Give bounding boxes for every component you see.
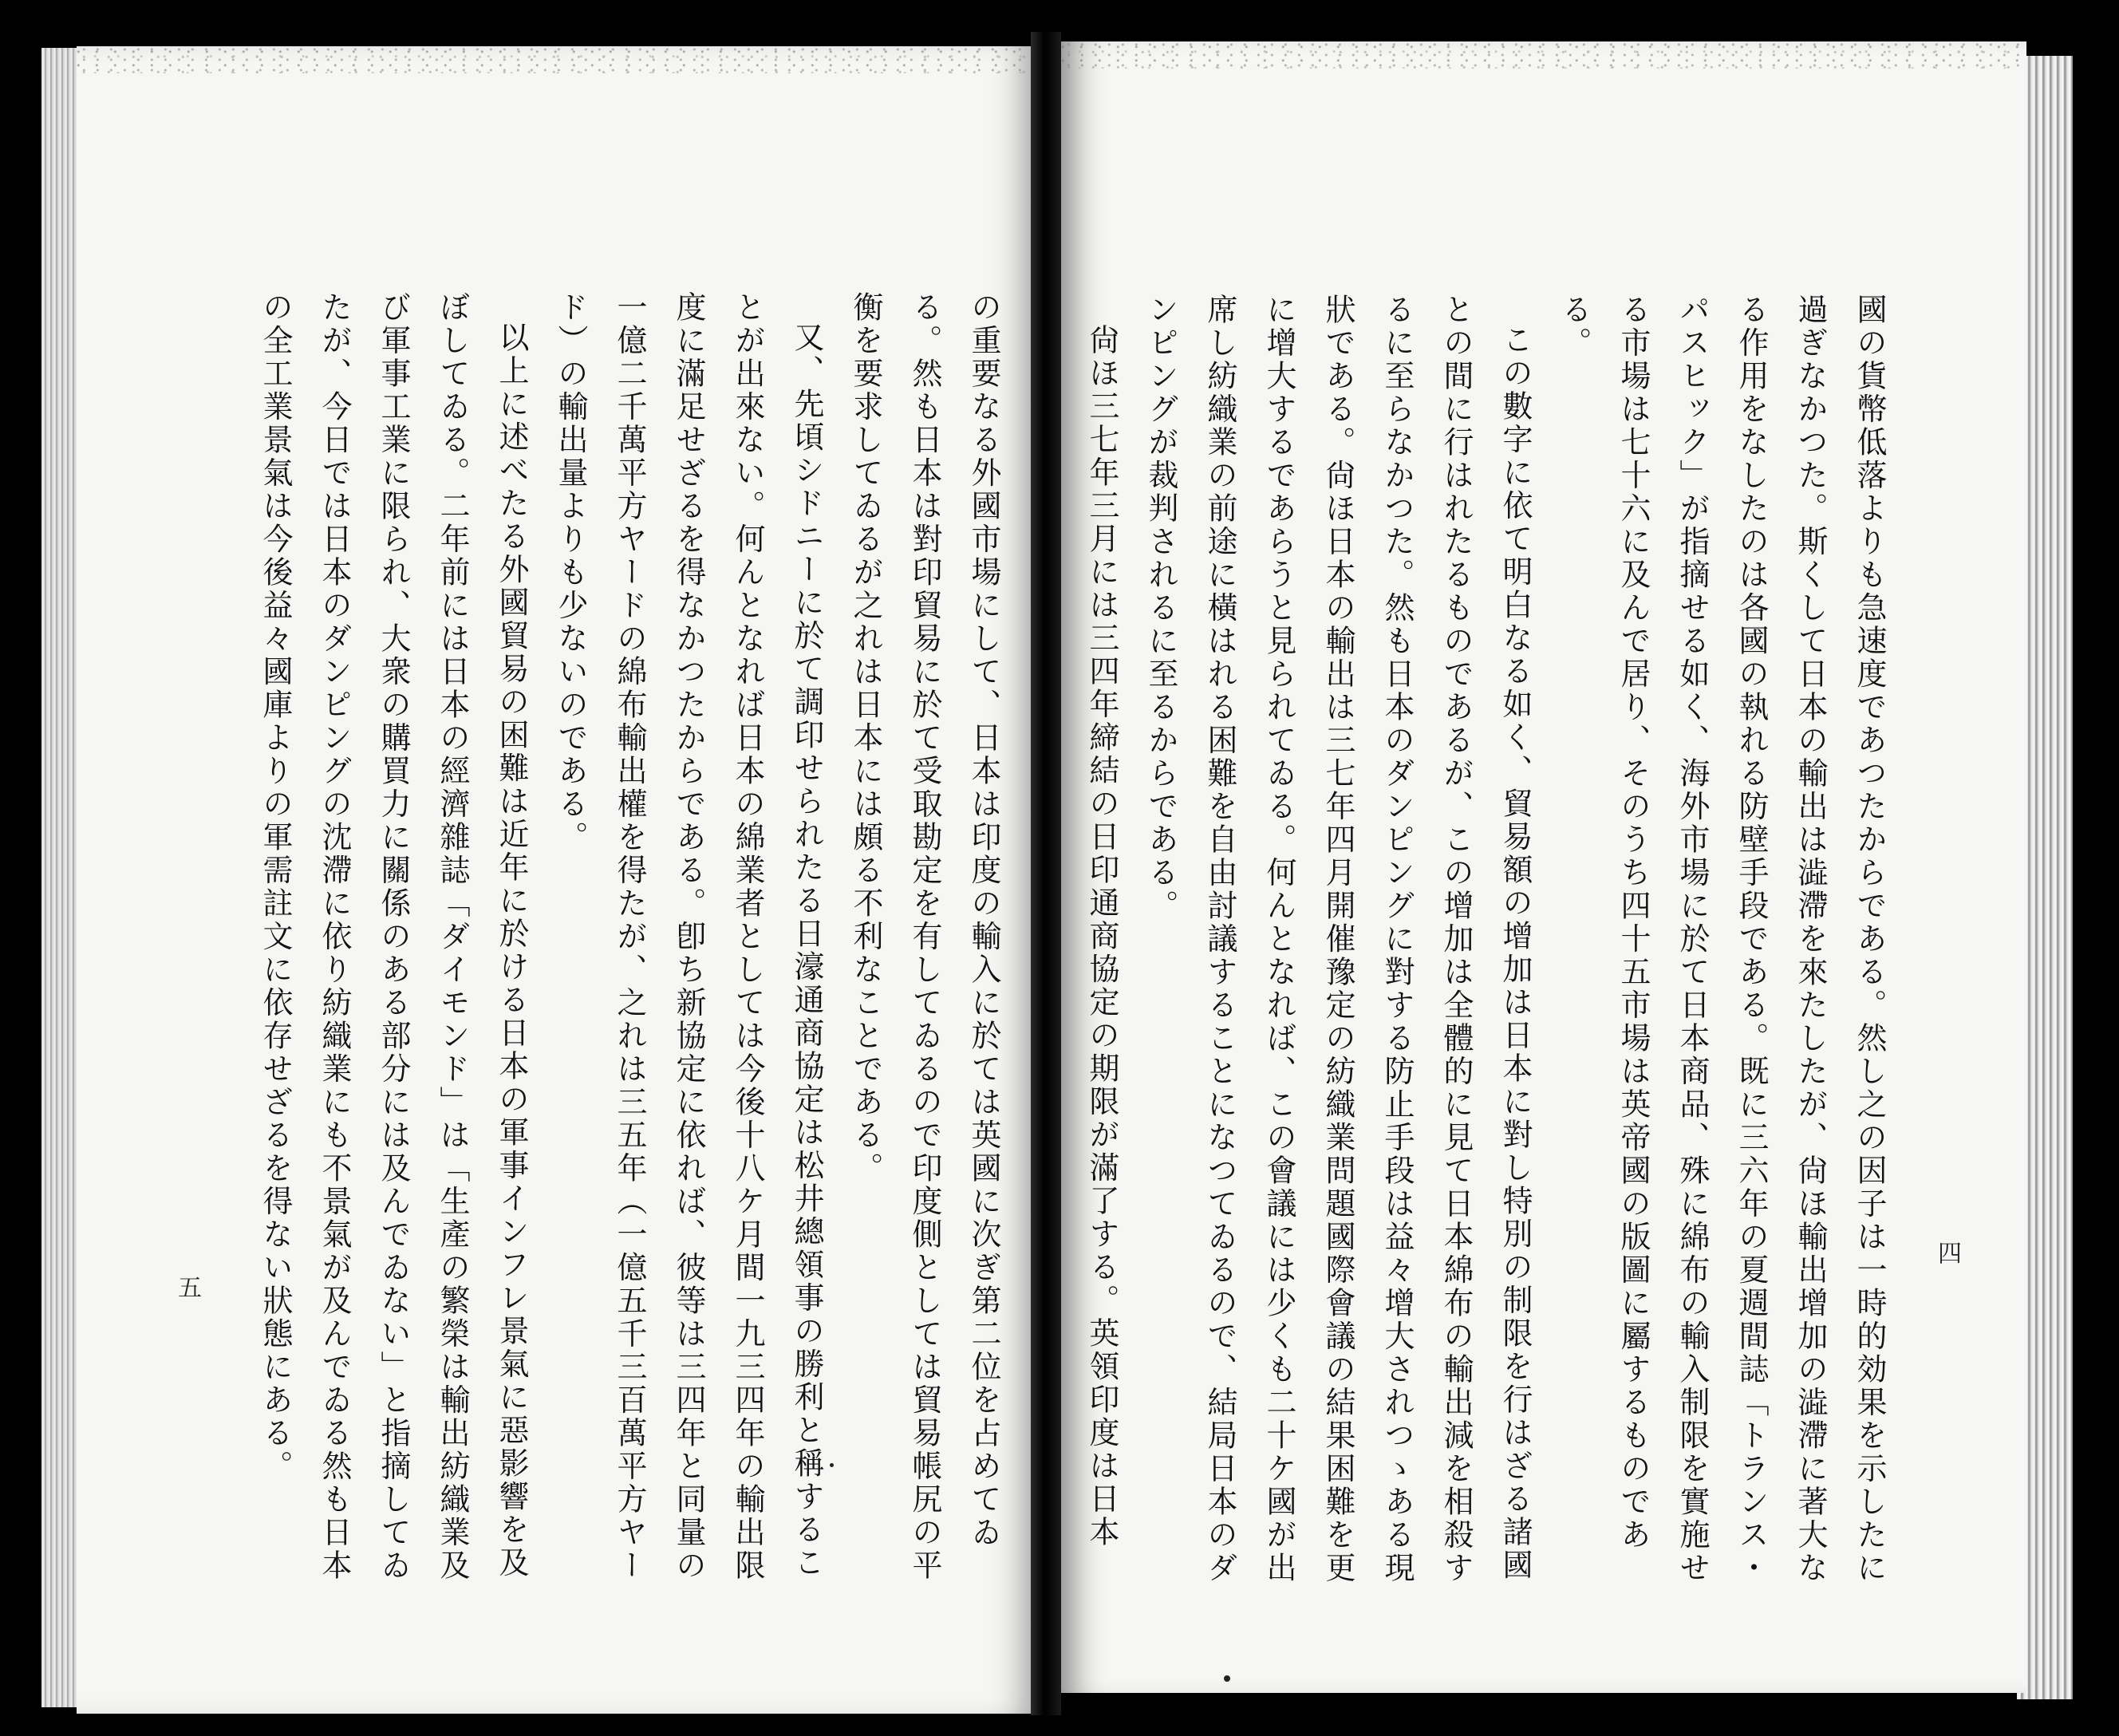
right-page-body (1084, 294, 1899, 1586)
scan-speck (830, 1463, 834, 1467)
page-number: 五 (173, 1275, 201, 1299)
paragraph: 以上に述べたる外國貿易の困難は近年に於ける日本の軍事インフレ景氣に惡影響を及ぼしてゐる。二年前には日本の經濟雜誌「ダイモンド」は「生產の繁榮は輸出紡織業及び軍事工業に限られ、大衆の購買力に關係のある部分には及んでゐない」と指摘してゐたが、今日では日本のダンピングの沈滯に依り紡織業にも不景氣が及んでゐる然も日本の全工業景氣は今後益々國庫よりの軍需註文に依存せざるを得ない狀態にある。 (258, 291, 529, 1583)
paragraph: 尙ほ三七年三月には三四年締結の日印通商協定の期限が滿了する。英領印度は日本 (1084, 324, 1119, 1549)
paragraph: この數字に依て明白なる如く、貿易額の增加は日本に對し特別の制限を行はざる諸國との間に行はれたるものであるが、この增加は全體的に見て日本綿布の輸出減を相殺するに至らなかつた。然も日本のダンピングに對する防止手段は益々增大されつゝある現狀である。尙ほ日本の輸出は三七年四月開催豫定の紡織業問題國際會議の結果困難を更に增大するであらうと見られてゐる。何んとなれば、この會議には少くも二十ケ國が出席し紡織業の前途に橫はれる困難を自由討議することになつてゐるので、結局日本のダンピングが裁判されるに至るからである。 (1143, 294, 1533, 1585)
page-number: 四 (1933, 1241, 1961, 1265)
left-page-body (207, 291, 1013, 1584)
book-gutter (1031, 32, 1061, 1715)
scan-speck (1224, 1675, 1230, 1682)
paragraph: 國の貨幣低落よりも急速度であつたからである。然し之の因子は一時的効果を示したに過ぎなかつた。斯くして日本の輸出は澁滯を來たしたが、尙ほ輸出增加の澁滯に著大なる作用をなしたのは各國の執れる防壁手段である。既に三六年の夏週間誌「トランス・パスヒック」が指摘せる如く、海外市場に於て日本商品、殊に綿布の輸入制限を實施せる市場は七十六に及んで居り、そのうち四十五市場は英帝國の版圖に屬するものである。 (1557, 294, 1887, 1585)
paragraph: の重要なる外國市場にして、日本は印度の輸入に於ては英國に次ぎ第二位を占めてゐる。然も日本は對印貿易に於て受取勘定を有してゐるので印度側としては貿易帳尻の平衡を要求してゐるが之れは日本には頗る不利なことである。 (848, 291, 1001, 1583)
scan-noise (77, 46, 1031, 73)
left-page-edges (41, 48, 78, 1707)
scan-noise (1061, 41, 2026, 69)
paragraph: 又、先頃シドニーに於て調印せられたる日濠通商協定は松井總領事の勝利と稱することが出來ない。何んとなれば日本の綿業者としては今後十八ケ月間一九三四年の輸出限度に滿足せざるを得なかつたからである。卽ち新協定に依れば、彼等は三四年と同量の一億二千萬平方ヤードの綿布輸出權を得たが、之れは三五年（一億五千三百萬平方ヤード）の輸出量よりも少ないのである。 (553, 291, 824, 1583)
